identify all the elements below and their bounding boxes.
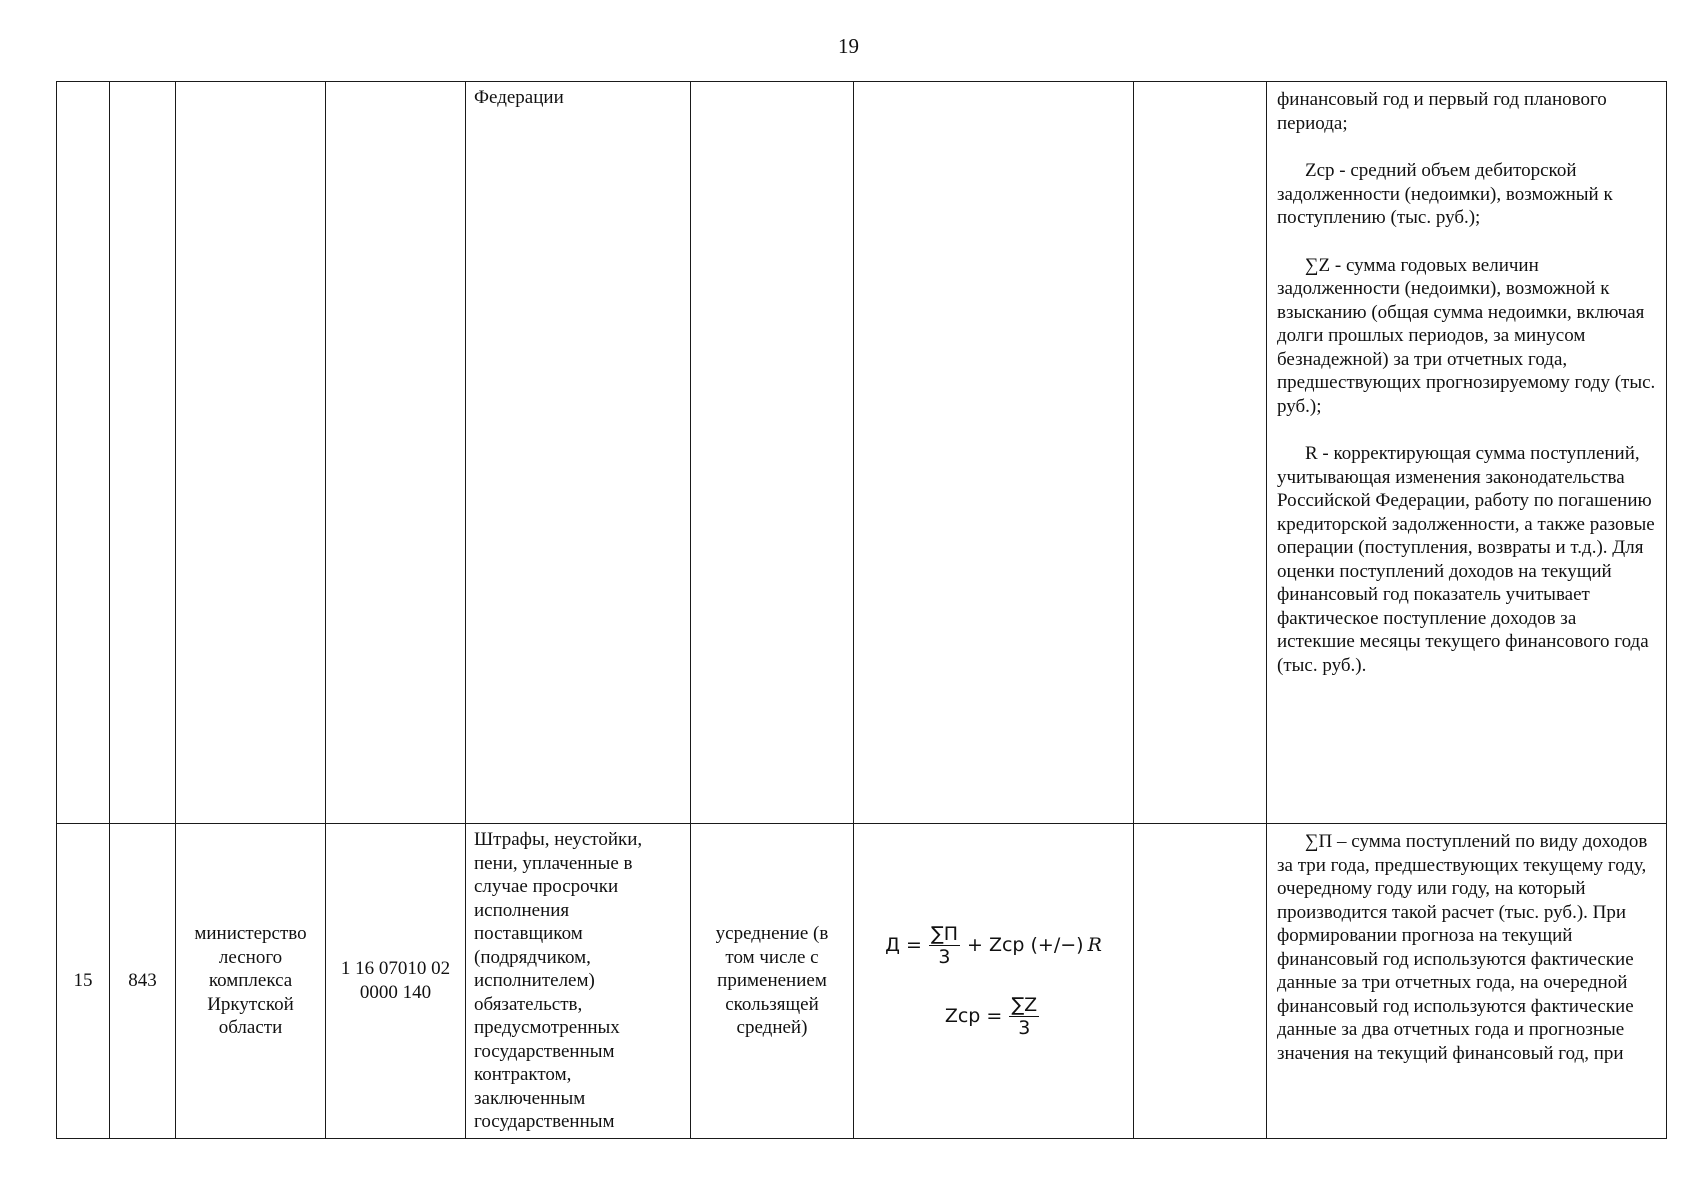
cell-method — [691, 82, 854, 824]
description-paragraph: Zср - средний объем дебиторской задолженности (недоимки), возможный к поступлению (тыс. руб.); — [1277, 160, 1613, 228]
fraction-denominator: 3 — [938, 945, 951, 968]
cell-code — [110, 82, 176, 824]
cell-empty — [1134, 82, 1267, 824]
fraction-denominator: 3 — [1018, 1016, 1031, 1039]
formula-zsr — [945, 994, 1042, 1039]
description-paragraph: ∑Z - сумма годовых величин задолженности (недоимки), возможной к взысканию (общая сумма недоимки, включая долги прошлых периодов, за минусом безнадежной) за три отчетных года, предшествующих прогнозируемому году (тыс. руб.); — [1277, 254, 1656, 417]
formula-lhs: Д = — [885, 933, 922, 956]
methodology-table — [56, 81, 1667, 1139]
formula-fraction — [929, 923, 960, 968]
cell-description — [1267, 824, 1667, 1139]
description-paragraph: ∑П – сумма поступлений по виду доходов за три года, предшествующих текущему году, очередному году или году, на который производится такой расчет (тыс. руб.). При формировании прогноза на текущий финансовый год используются фактические данные за три отчетных года, на очередной финансовый год используются фактические данные за два отчетных года и прогнозные значения на текущий финансовый год, при — [1277, 831, 1648, 1064]
page-number: 19 — [838, 34, 859, 58]
fraction-numerator: ∑Z — [1011, 993, 1038, 1016]
revenue-name-text: Федерации — [474, 87, 564, 108]
cell-kbk — [326, 82, 466, 824]
cell-administrator — [176, 82, 326, 824]
cell-kbk: 1 16 07010 02 0000 140 — [326, 824, 466, 1139]
formula-lhs: Zср = — [944, 1004, 1003, 1027]
fraction-numerator: ∑П — [930, 922, 958, 945]
cell-empty — [1134, 824, 1267, 1139]
formula-revenue — [885, 923, 1102, 968]
formula-rest: + Zср (+/−) — [967, 933, 1084, 956]
cell-number — [57, 82, 110, 824]
cell-number: 15 — [57, 824, 110, 1139]
description-paragraph: финансовый год и первый год планового периода; — [1277, 89, 1607, 134]
cell-administrator: министерство лесного комплекса Иркутской области — [176, 824, 326, 1139]
table-row — [57, 82, 1667, 824]
cell-method: усреднение (в том числе с применением скользящей средней) — [691, 824, 854, 1139]
cell-formula — [854, 82, 1134, 824]
formula-r: R — [1087, 933, 1102, 956]
cell-description — [1267, 82, 1667, 824]
cell-revenue-name: Штрафы, неустойки, пени, уплаченные в случае просрочки исполнения поставщиком (подрядчиком, исполнителем) обязательств, предусмотренных государственным контрактом, заключенным государственным — [466, 824, 691, 1139]
cell-code: 843 — [110, 824, 176, 1139]
table-row — [57, 824, 1667, 1139]
description-paragraph: R - корректирующая сумма поступлений, учитывающая изменения законодательства Российской Федерации, работу по погашению кредиторской задолженности, а также разовые операции (поступления, возвраты и т.д.). Для оценки поступлений доходов на текущий финансовый год показатель учитывает фактическое поступление доходов за истекшие месяцы текущего финансового года (тыс. руб.). — [1277, 443, 1655, 676]
cell-formula — [854, 824, 1134, 1139]
cell-revenue-name — [466, 82, 691, 824]
formula-fraction — [1009, 994, 1039, 1039]
